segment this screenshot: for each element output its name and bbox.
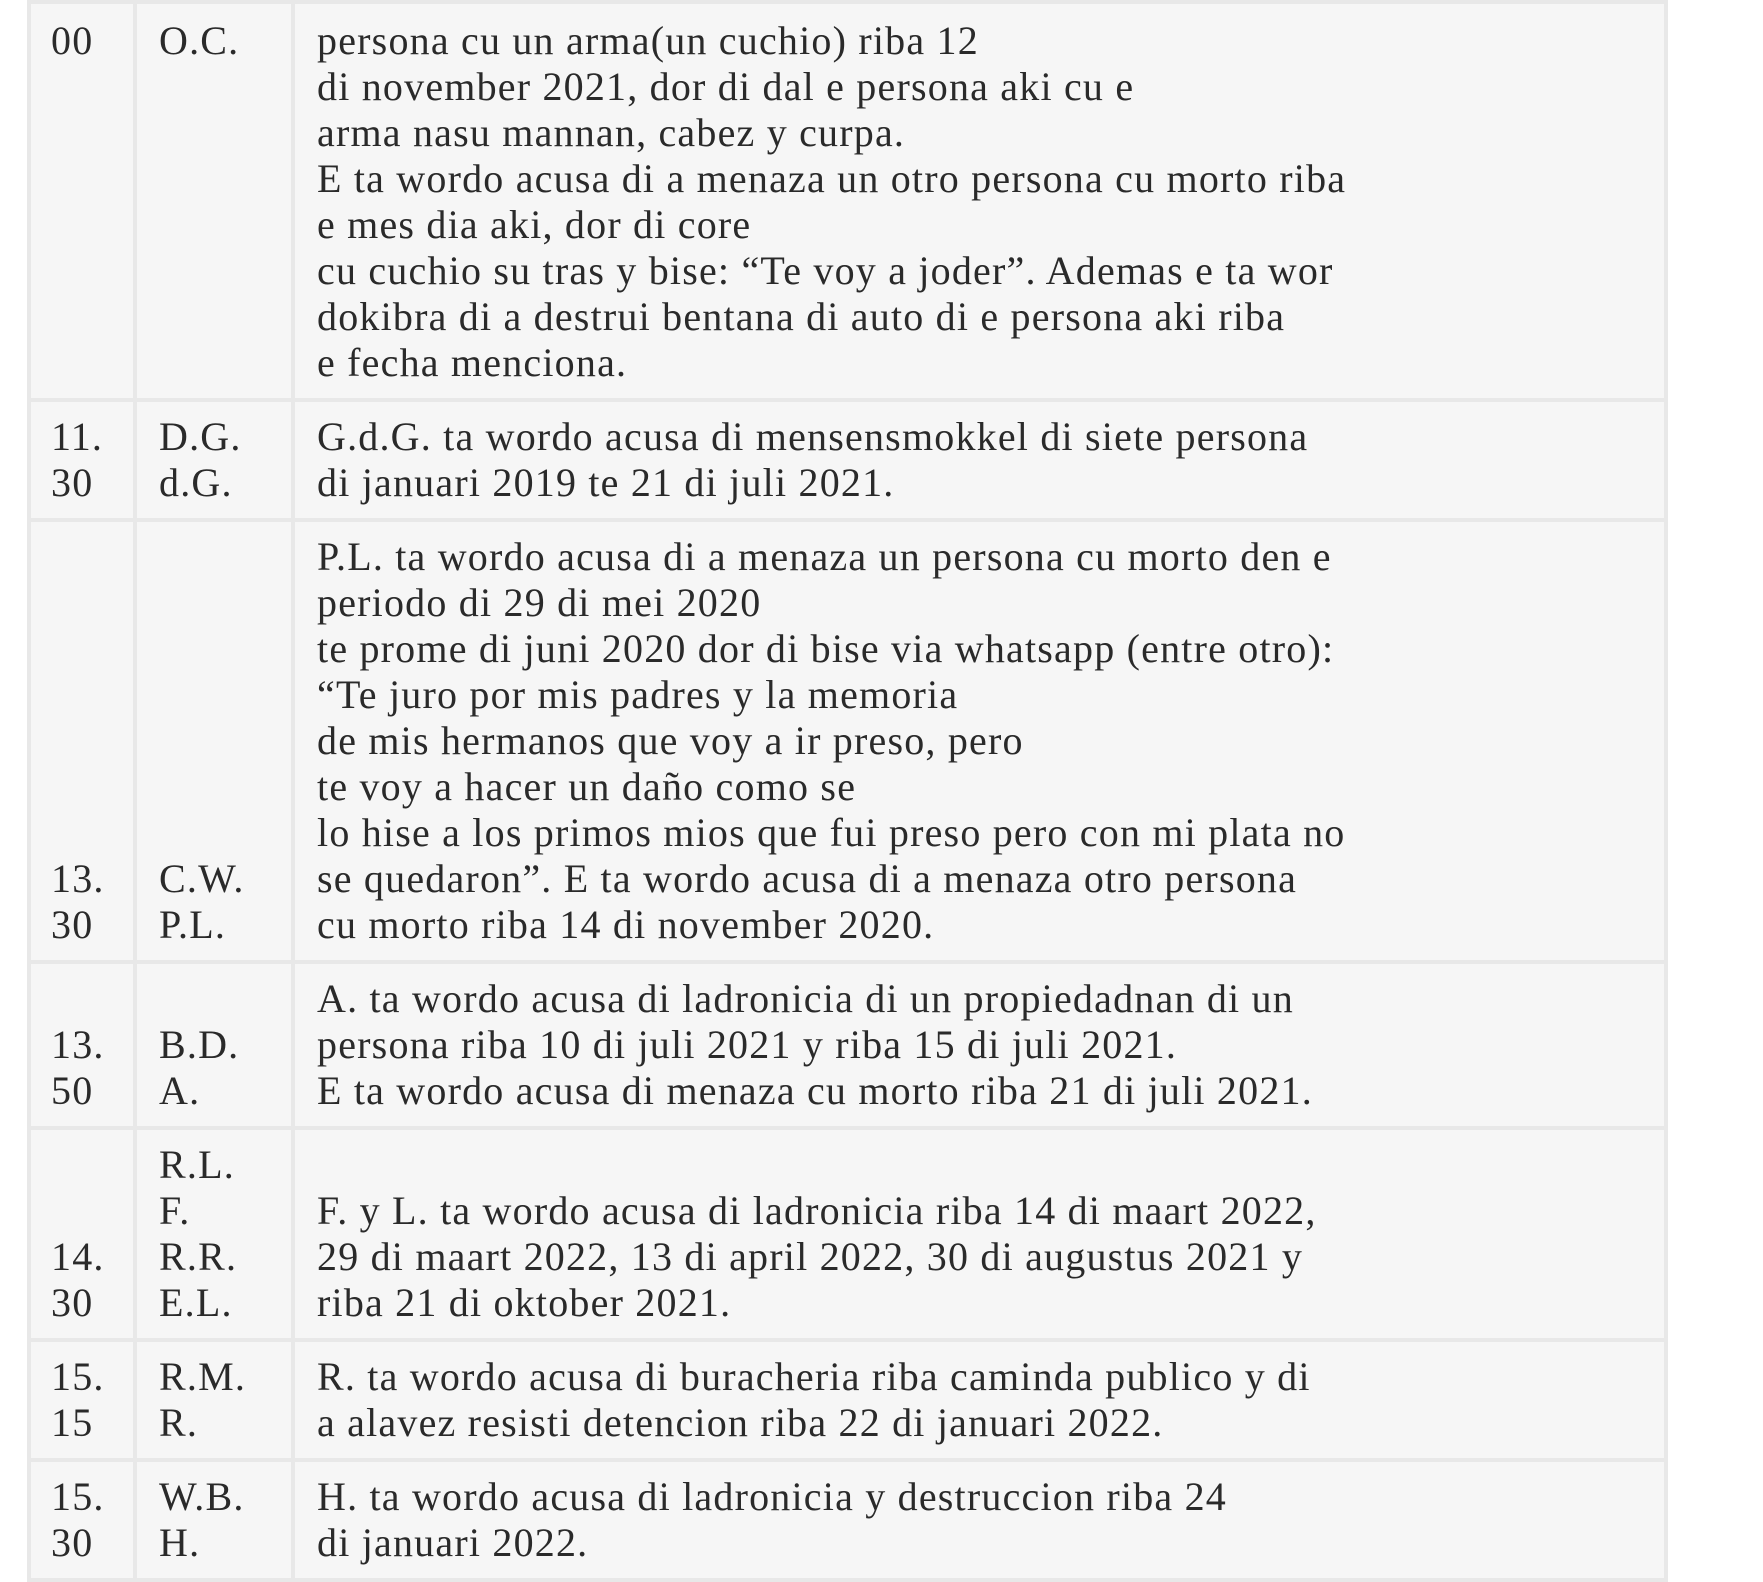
time-line: 50 — [51, 1068, 94, 1113]
time-cell — [31, 1342, 133, 1458]
description-line: E ta wordo acusa di menaza cu morto riba 21 di juli 2021. — [317, 1068, 1313, 1113]
time-line: 15. — [51, 1474, 105, 1519]
time-cell — [31, 4, 133, 398]
time-line: 30 — [51, 902, 94, 947]
initials-line: D.G. — [159, 414, 242, 459]
table-row — [31, 522, 1664, 960]
description-line: periodo di 29 di mei 2020 — [317, 580, 762, 625]
initials-cell — [137, 1342, 291, 1458]
description-line: 29 di maart 2022, 13 di april 2022, 30 di augustus 2021 y — [317, 1234, 1304, 1279]
initials-cell — [137, 964, 291, 1126]
time-line: 00 — [51, 18, 94, 63]
description-line: A. ta wordo acusa di ladronicia di un propiedadnan di un — [317, 976, 1294, 1021]
description-line: arma nasu mannan, cabez y curpa. — [317, 110, 906, 155]
table-row — [31, 1462, 1664, 1578]
initials-line: C.W. — [159, 856, 245, 901]
court-roster-table — [27, 0, 1668, 1582]
table-row — [31, 1130, 1664, 1338]
initials-line: A. — [159, 1068, 201, 1113]
initials-line: d.G. — [159, 460, 233, 505]
description-line: riba 21 di oktober 2021. — [317, 1280, 732, 1325]
initials-line: F. — [159, 1188, 191, 1233]
time-line: 13. — [51, 856, 105, 901]
description-line: a alavez resisti detencion riba 22 di januari 2022. — [317, 1400, 1164, 1445]
description-line: P.L. ta wordo acusa di a menaza un persona cu morto den e — [317, 534, 1332, 579]
initials-cell — [137, 4, 291, 398]
description-line: di november 2021, dor di dal e persona aki cu e — [317, 64, 1135, 109]
initials-line: R. — [159, 1400, 199, 1445]
time-cell — [31, 1130, 133, 1338]
description-line: cu cuchio su tras y bise: “Te voy a joder”. Ademas e ta wor — [317, 248, 1334, 293]
description-line: G.d.G. ta wordo acusa di mensensmokkel di siete persona — [317, 414, 1309, 459]
time-cell — [31, 402, 133, 518]
description-line: se quedaron”. E ta wordo acusa di a menaza otro persona — [317, 856, 1298, 901]
time-line: 14. — [51, 1234, 105, 1279]
initials-line: R.L. — [159, 1142, 235, 1187]
time-line: 30 — [51, 1520, 94, 1565]
time-line: 15. — [51, 1354, 105, 1399]
initials-line: B.D. — [159, 1022, 240, 1067]
description-line: e mes dia aki, dor di core — [317, 202, 752, 247]
time-line: 30 — [51, 1280, 94, 1325]
time-line: 30 — [51, 460, 94, 505]
description-line: “Te juro por mis padres y la memoria — [317, 672, 959, 717]
charge-description-cell — [295, 522, 1664, 960]
initials-line: O.C. — [159, 18, 240, 63]
description-line: F. y L. ta wordo acusa di ladronicia riba 14 di maart 2022, — [317, 1188, 1317, 1233]
table-row — [31, 402, 1664, 518]
charge-description-cell — [295, 402, 1664, 518]
description-line: te voy a hacer un daño como se — [317, 764, 857, 809]
table-row — [31, 4, 1664, 398]
description-line: E ta wordo acusa di a menaza un otro persona cu morto riba — [317, 156, 1347, 201]
description-line: cu morto riba 14 di november 2020. — [317, 902, 935, 947]
charge-description-cell — [295, 964, 1664, 1126]
time-line: 13. — [51, 1022, 105, 1067]
initials-cell — [137, 402, 291, 518]
charge-description-cell — [295, 1130, 1664, 1338]
description-line: persona cu un arma(un cuchio) riba 12 — [317, 18, 979, 63]
description-line: lo hise a los primos mios que fui preso pero con mi plata no — [317, 810, 1346, 855]
roster-body — [31, 4, 1664, 1578]
initials-cell — [137, 522, 291, 960]
initials-line: E.L. — [159, 1280, 233, 1325]
table-row — [31, 964, 1664, 1126]
time-cell — [31, 964, 133, 1126]
charge-description-cell — [295, 4, 1664, 398]
charge-description-cell — [295, 1462, 1664, 1578]
description-line: R. ta wordo acusa di buracheria riba caminda publico y di — [317, 1354, 1311, 1399]
description-line: e fecha menciona. — [317, 340, 628, 385]
initials-cell — [137, 1130, 291, 1338]
table-row — [31, 1342, 1664, 1458]
initials-line: P.L. — [159, 902, 227, 947]
description-line: H. ta wordo acusa di ladronicia y destruccion riba 24 — [317, 1474, 1227, 1519]
charge-description-cell — [295, 1342, 1664, 1458]
description-line: de mis hermanos que voy a ir preso, pero — [317, 718, 1024, 763]
description-line: di januari 2022. — [317, 1520, 589, 1565]
initials-line: R.M. — [159, 1354, 247, 1399]
description-line: dokibra di a destrui bentana di auto di e persona aki riba — [317, 294, 1286, 339]
initials-cell — [137, 1462, 291, 1578]
time-line: 15 — [51, 1400, 94, 1445]
description-line: di januari 2019 te 21 di juli 2021. — [317, 460, 895, 505]
initials-line: W.B. — [159, 1474, 245, 1519]
time-cell — [31, 1462, 133, 1578]
initials-line: R.R. — [159, 1234, 238, 1279]
description-line: persona riba 10 di juli 2021 y riba 15 di juli 2021. — [317, 1022, 1178, 1067]
time-line: 11. — [51, 414, 104, 459]
description-line: te prome di juni 2020 dor di bise via whatsapp (entre otro): — [317, 626, 1335, 671]
time-cell — [31, 522, 133, 960]
initials-line: H. — [159, 1520, 201, 1565]
